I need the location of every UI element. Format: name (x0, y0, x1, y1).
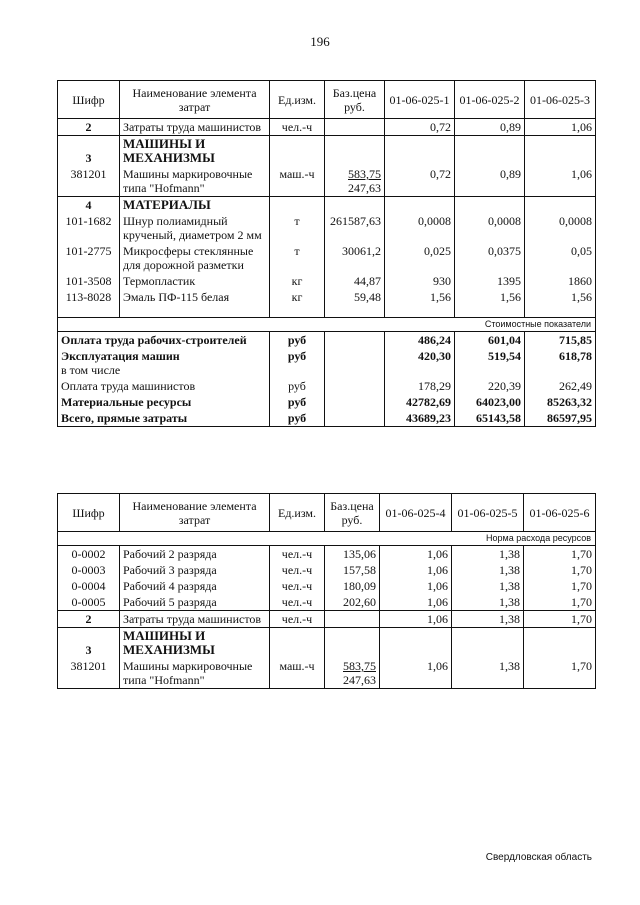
table-row: Материальные ресурсы руб 42782,69 64023,00 85263,32 (58, 394, 596, 410)
table-row: 101-3508 Термопластик кг 44,87 930 1395 1860 (58, 273, 596, 289)
header-name: Наименование элемента затрат (120, 81, 270, 119)
resource-table-1 (57, 80, 596, 427)
table-row: Оплата труда рабочих-строителей руб 486,24 601,04 715,85 (58, 331, 596, 348)
section-row-machines: 3 МАШИНЫ И МЕХАНИЗМЫ (58, 628, 596, 659)
header-price: Баз.цена руб. (325, 81, 385, 119)
header-code: Шифр (58, 81, 120, 119)
norm-label-row (58, 532, 596, 546)
table-row: 381201 Машины маркировочные типа "Hofmann" маш.-ч 583,75 247,63 0,72 0,89 1,06 (58, 166, 596, 197)
header-unit: Ед.изм. (270, 494, 325, 532)
table-header-row (58, 494, 596, 532)
table-row: 2 Затраты труда машинистов чел.-ч 1,06 1,38 1,70 (58, 611, 596, 628)
norm-label: Норма расхода ресурсов (58, 532, 596, 546)
table-row: 0-0002 Рабочий 2 разряда чел.-ч 135,06 1,06 1,38 1,70 (58, 546, 596, 563)
table-row: 0-0004 Рабочий 4 разряда чел.-ч 180,09 1,06 1,38 1,70 (58, 578, 596, 594)
table-row: 0-0003 Рабочий 3 разряда чел.-ч 157,58 1,06 1,38 1,70 (58, 562, 596, 578)
cost-indicators-label: Стоимостные показатели (58, 317, 596, 331)
header-col-1: 01-06-025-1 (385, 81, 455, 119)
table-row: Эксплуатация машин в том числе руб 420,30 519,54 618,78 (58, 348, 596, 378)
header-unit: Ед.изм. (270, 81, 325, 119)
table-row: 381201 Машины маркировочные типа "Hofmann" маш.-ч 583,75 247,63 1,06 1,38 1,70 (58, 658, 596, 689)
header-code: Шифр (58, 494, 120, 532)
table-row: 101-1682 Шнур полиамидный крученый, диаметром 2 мм т 261587,63 0,0008 0,0008 0,0008 (58, 213, 596, 243)
section-row-machines: 3 МАШИНЫ И МЕХАНИЗМЫ (58, 136, 596, 167)
header-price: Баз.цена руб. (325, 494, 380, 532)
table-row: 101-2775 Микросферы стеклянные для дорожной разметки т 30061,2 0,025 0,0375 0,05 (58, 243, 596, 273)
header-col-4: 01-06-025-4 (380, 494, 452, 532)
table-row: 2 Затраты труда машинистов чел.-ч 0,72 0,89 1,06 (58, 119, 596, 136)
header-col-5: 01-06-025-5 (452, 494, 524, 532)
table-row: 0-0005 Рабочий 5 разряда чел.-ч 202,60 1,06 1,38 1,70 (58, 594, 596, 611)
page-number: 196 (310, 34, 330, 49)
header-col-6: 01-06-025-6 (524, 494, 596, 532)
cost-indicators-row (58, 317, 596, 331)
table-row: Всего, прямые затраты руб 43689,23 65143,58 86597,95 (58, 410, 596, 427)
header-col-2: 01-06-025-2 (455, 81, 525, 119)
header-col-3: 01-06-025-3 (525, 81, 596, 119)
resource-table-2 (57, 493, 596, 689)
footer-region: Свердловская область (485, 852, 592, 863)
header-name: Наименование элемента затрат (120, 494, 270, 532)
table-row: 113-8028 Эмаль ПФ-115 белая кг 59,48 1,56 1,56 1,56 (58, 289, 596, 305)
table-row (58, 305, 596, 317)
section-row-materials: 4 МАТЕРИАЛЫ (58, 197, 596, 214)
table-row: Оплата труда машинистов руб 178,29 220,39 262,49 (58, 378, 596, 394)
table-header-row (58, 81, 596, 119)
